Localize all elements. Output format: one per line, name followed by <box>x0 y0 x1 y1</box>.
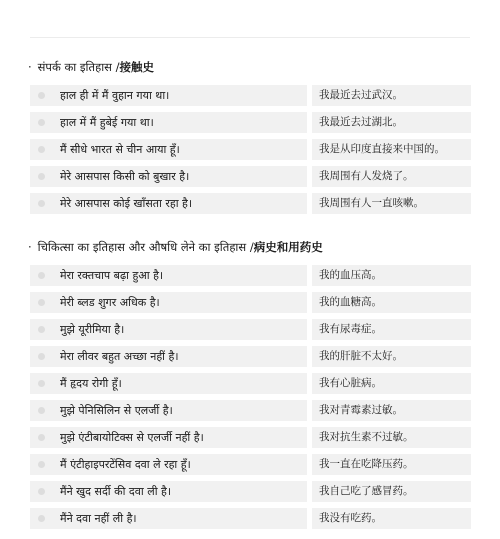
chinese-phrase: 我有心脏病。 <box>319 377 382 389</box>
hindi-cell <box>30 508 307 529</box>
chinese-phrase: 我的肝脏不太好。 <box>319 350 403 362</box>
phrase-row <box>30 427 471 448</box>
chinese-cell <box>312 166 471 187</box>
section-title-chinese: 接触史 <box>119 60 154 74</box>
chinese-phrase: 我最近去过湖北。 <box>319 116 403 128</box>
chinese-phrase: 我有尿毒症。 <box>319 323 382 335</box>
chinese-phrase: 我的血压高。 <box>319 269 382 281</box>
hindi-cell <box>30 346 307 367</box>
bullet-dot-icon <box>38 299 45 306</box>
chinese-cell <box>312 346 471 367</box>
chinese-cell <box>312 112 471 133</box>
section-bullet: · <box>28 60 32 74</box>
hindi-phrase: हाल में मैं हुबेई गया था। <box>60 116 154 129</box>
chinese-phrase: 我对青霉素过敏。 <box>319 404 403 416</box>
hindi-cell <box>30 400 307 421</box>
phrase-row <box>30 508 471 529</box>
hindi-cell <box>30 319 307 340</box>
chinese-cell <box>312 319 471 340</box>
bullet-dot-icon <box>38 407 45 414</box>
bullet-dot-icon <box>38 434 45 441</box>
phrase-row <box>30 139 471 160</box>
chinese-cell <box>312 454 471 475</box>
hindi-cell <box>30 481 307 502</box>
chinese-phrase: 我最近去过武汉。 <box>319 89 403 101</box>
hindi-cell <box>30 292 307 313</box>
hindi-cell <box>30 454 307 475</box>
chinese-phrase: 我是从印度直接来中国的。 <box>319 143 445 155</box>
bullet-dot-icon <box>38 326 45 333</box>
phrase-row <box>30 454 471 475</box>
chinese-cell <box>312 427 471 448</box>
hindi-cell <box>30 85 307 106</box>
hindi-phrase: मेरा लीवर बहुत अच्छा नहीं है। <box>60 350 179 363</box>
section-title-medical-history <box>28 236 323 258</box>
section-title-hindi: संपर्क का इतिहास / <box>37 60 120 74</box>
hindi-phrase: मैंने दवा नहीं ली है। <box>60 512 137 525</box>
phrase-row <box>30 265 471 286</box>
chinese-phrase: 我自己吃了感冒药。 <box>319 485 414 497</box>
bullet-dot-icon <box>38 488 45 495</box>
chinese-phrase: 我没有吃药。 <box>319 512 382 524</box>
bullet-dot-icon <box>38 119 45 126</box>
hindi-cell <box>30 112 307 133</box>
hindi-phrase: मैं सीधे भारत से चीन आया हूँ। <box>60 143 180 156</box>
hindi-phrase: मेरे आसपास किसी को बुखार है। <box>60 170 190 183</box>
phrase-row <box>30 319 471 340</box>
chinese-cell <box>312 85 471 106</box>
phrase-row <box>30 346 471 367</box>
hindi-cell <box>30 139 307 160</box>
bullet-dot-icon <box>38 461 45 468</box>
hindi-phrase: मेरी ब्लड शुगर अधिक है। <box>60 296 160 309</box>
hindi-phrase: मेरे आसपास कोई खाँसता रहा है। <box>60 197 193 210</box>
section-title-hindi: चिकित्सा का इतिहास और औषधि लेने का इतिहास / <box>37 240 254 254</box>
bullet-dot-icon <box>38 272 45 279</box>
contact-history-list <box>30 85 471 220</box>
bullet-dot-icon <box>38 200 45 207</box>
hindi-cell <box>30 193 307 214</box>
section-title-contact-history <box>28 56 154 78</box>
hindi-phrase: हाल ही में मैं वुहान गया था। <box>60 89 170 102</box>
phrase-row <box>30 292 471 313</box>
section-bullet: · <box>28 240 32 254</box>
chinese-cell <box>312 193 471 214</box>
hindi-phrase: मैं हृदय रोगी हूँ। <box>60 377 122 390</box>
chinese-cell <box>312 481 471 502</box>
phrase-row <box>30 85 471 106</box>
hindi-cell <box>30 265 307 286</box>
chinese-phrase: 我一直在吃降压药。 <box>319 458 414 470</box>
hindi-phrase: मुझे पेनिसिलिन से एलर्जी है। <box>60 404 173 417</box>
bullet-dot-icon <box>38 353 45 360</box>
phrase-row <box>30 373 471 394</box>
phrase-row <box>30 166 471 187</box>
hindi-phrase: मैं एंटीहाइपरटेंसिव दवा ले रहा हूँ। <box>60 458 191 471</box>
chinese-cell <box>312 373 471 394</box>
hindi-cell <box>30 166 307 187</box>
medical-history-list <box>30 265 471 535</box>
phrase-row <box>30 193 471 214</box>
bullet-dot-icon <box>38 146 45 153</box>
hindi-cell <box>30 373 307 394</box>
hindi-cell <box>30 427 307 448</box>
bullet-dot-icon <box>38 92 45 99</box>
chinese-phrase: 我周围有人发烧了。 <box>319 170 414 182</box>
hindi-phrase: मैंने खुद सर्दी की दवा ली है। <box>60 485 172 498</box>
phrase-row <box>30 481 471 502</box>
hindi-phrase: मेरा रक्तचाप बढ़ा हुआ है। <box>60 269 164 282</box>
chinese-cell <box>312 265 471 286</box>
bullet-dot-icon <box>38 173 45 180</box>
bullet-dot-icon <box>38 380 45 387</box>
section-title-chinese: 病史和用药史 <box>253 240 323 254</box>
top-divider <box>30 37 470 38</box>
chinese-phrase: 我周围有人一直咳嗽。 <box>319 197 424 209</box>
chinese-cell <box>312 139 471 160</box>
chinese-cell <box>312 508 471 529</box>
chinese-cell <box>312 292 471 313</box>
bullet-dot-icon <box>38 515 45 522</box>
phrase-row <box>30 400 471 421</box>
phrase-row <box>30 112 471 133</box>
chinese-phrase: 我对抗生素不过敏。 <box>319 431 414 443</box>
hindi-phrase: मुझे यूरीमिया है। <box>60 323 125 336</box>
chinese-cell <box>312 400 471 421</box>
chinese-phrase: 我的血糖高。 <box>319 296 382 308</box>
hindi-phrase: मुझे एंटीबायोटिक्स से एलर्जी नहीं है। <box>60 431 204 444</box>
